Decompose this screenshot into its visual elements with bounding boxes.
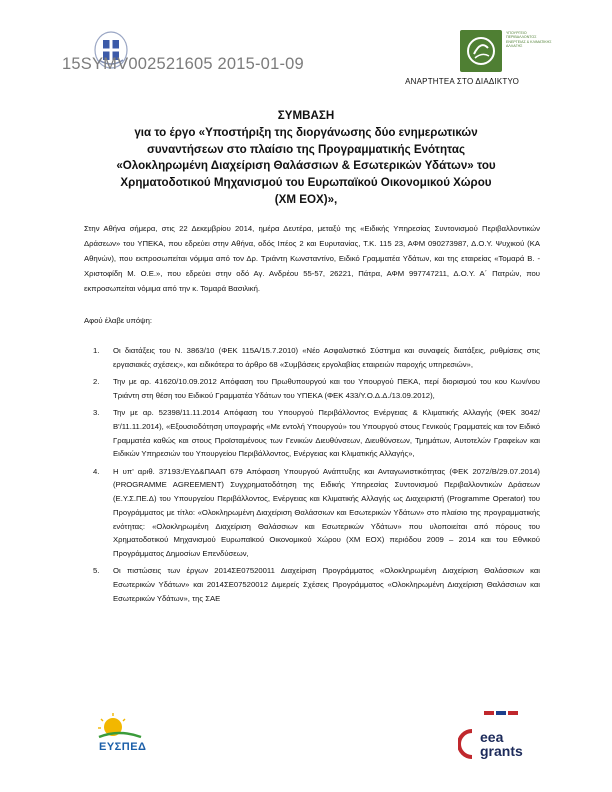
item-number: 2. [93,377,100,386]
grants-label: grants [480,743,523,759]
item-text: Οι πιστώσεις των έργων 2014ΣΕ07520011 Διαχείριση Προγράμματος «Ολοκληρωμένη Διαχείριση Θαλάσσιων και Εσωτερικών Υδάτων» και 2014ΣΕ07520012 Διμερείς Σχέσεις Προγράμματος «Ολοκληρωμένη Διαχείριση Θαλάσσιων και Εσωτερικών Υδάτων», της ΣΑΕ [113,566,540,603]
title-line: συναντήσεων στο πλαίσιο της Προγραμματικής Ενότητας [146,142,466,156]
item-number: 3. [93,408,100,417]
title-line: ΣΥΜΒΑΣΗ [277,109,335,122]
list-item [84,406,540,461]
item-text: Την με αρ. 41620/10.09.2012 Απόφαση του Πρωθυπουργού και του Υπουργού ΠΕΚΑ, περί διορισμού του κου Κων/νου Τριάντη στη θέση του Ειδικού Γραμματέα Υδάτων του ΥΠΕΚΑ (ΦΕΚ 433/Υ.Ο.Δ.Δ./13.09.2012), [113,377,540,400]
eea-grants-logo [458,711,528,766]
intro-paragraph: Στην Αθήνα σήμερα, στις 22 Δεκεμβρίου 2014, ημέρα Δευτέρα, μεταξύ της «Ειδικής Υπηρεσίας Συντονισμού Περιβαλλοντικών Δράσεων» του ΥΠΕΚΑ, που εδρεύει στην Αθήνα, οδός Ιπέος 2 και Ευρυτανίας, Τ.Κ. 115 23, ΑΦΜ 090273987, Δ.Ο.Υ. Ψυχικού (ΚΑ Αθηνών), που εκπροσωπείται νόμιμα από τον Δρ. Τριάντη Κωνσταντίνο, Ειδικό Γραμματέα Υδάτων, και της εταιρείας «Τομαρά Β. - Χριστοφίδη Μ. Ο.Ε.», που εδρεύει στην οδό Αγ. Ανδρέου 55-57, 26221, Πάτρα, ΑΦΜ 997747211, Δ.Ο.Υ. Α΄ Πατρών, που εκπροσωπείται νόμιμα από την κ. Τομαρά Βασιλική. [84,224,540,293]
title-line: (ΧΜ ΕΟΧ)», [274,192,338,206]
title-line: «Ολοκληρωμένη Διαχείριση Θαλάσσιων & Εσωτερικών Υδάτων» του [116,159,496,173]
posting-note: ΑΝΑΡΤΗΤΕΑ ΣΤΟ ΔΙΑΔΙΚΤΥΟ [405,77,519,86]
list-item [84,375,540,403]
eea-label: eea [480,729,504,745]
item-number: 1. [93,346,100,355]
eyspted-label: ΕΥΣΠΕΔ [99,741,147,753]
ministry-environment-logo [460,30,550,72]
list-item [84,344,540,372]
eyspted-logo [93,711,159,757]
title-line: για το έργο «Υποστήριξη της διοργάνωσης δύο ενημερωτικών [134,125,478,139]
item-text: Την με αρ. 52398/11.11.2014 Απόφαση του Υπουργού Περιβάλλοντος Ενέργειας & Κλιματικής Αλλαγής (ΦΕΚ 3042/Β'/11.11.2014), «Εξουσιοδότηση υπογραφής «Με εντολή Υπουργού» του Υπουργού στους Γενικούς Γραμματείς και τον Ειδικό Γραμματέα καθώς και στους Προϊσταμένους των Γενικών Διευθύνσεων, Διευθύνσεων, Τμημάτων, Αυτοτελών Γραφείων και Ειδικών Υπηρεσιών του Υπουργείου Περιβάλλοντος, Ενέργειας και Κλιματικής Αλλαγής», [113,408,540,459]
item-number: 5. [93,566,100,576]
item-text: Οι διατάξεις του Ν. 3863/10 (ΦΕΚ 115Α/15.7.2010) «Νέο Ασφαλιστικό Σύστημα και συναφείς διατάξεις, ρυθμίσεις στις εργασιακές σχέσεις», και ειδικότερα το άρθρο 68 «Συμβάσεις εργολαβίας εταιρειών παροχής υπηρεσιών», [113,346,540,369]
contract-title [90,108,522,209]
item-text: Η υπ' αριθ. 37193:/ΕΥΔ&ΠΑΑΠ 679 Απόφαση Υπουργού Ανάπτυξης και Ανταγωνιστικότητας (ΦΕΚ 2072/Β/29.07.2014) (PROGRAMME AGREEMENT) Συγχρηματοδότηση της Ειδικής Υπηρεσίας Συντονισμού Περιβαλλοντικών Δράσεων (Ε.Υ.Σ.ΠΕ.Δ) του Υπουργείου Περιβάλλοντος, Ενέργειας και Κλιματικής Αλλαγής ως Διαχειριστή (Programme Operator) του Προγράμματος με τίτλο: «Ολοκληρωμένη Διαχείριση Θαλάσσιων και Εσωτερικών Υδάτων» στο πλαίσιο της προγραμματικής ενότητας: «Ολοκληρωμένη Διαχείριση Θαλάσσιων και Εσωτερικών Υδάτων» που υλοποιείται από πόρους του Χρηματοδοτικού Μηχανισμού Ευρωπαϊκού Οικονομικού Χώρου (ΧΜ ΕΟΧ) περιόδου 2009 – 2014 και του Εθνικού Προγράμματος Δημοσίων Επενδύσεων, [113,466,540,558]
list-item [84,465,540,561]
whereas-label: Αφού έλαβε υπόψη: [84,316,152,325]
document-id-stamp: 15SYMV002521605 2015-01-09 [62,55,304,73]
item-number: 4. [93,466,100,476]
ministry-name: ΥΠΟΥΡΓΕΙΟ ΠΕΡΙΒΑΛΛΟΝΤΟΣ ΕΝΕΡΓΕΙΑΣ & ΚΛΙΜΑΤΙΚΗΣ ΑΛΛΑΓΗΣ [506,31,552,49]
title-line: Χρηματοδοτικού Μηχανισμού του Ευρωπαϊκού Οικονομικού Χώρου [120,176,492,190]
list-item [84,564,540,605]
considerations-list [84,344,540,609]
